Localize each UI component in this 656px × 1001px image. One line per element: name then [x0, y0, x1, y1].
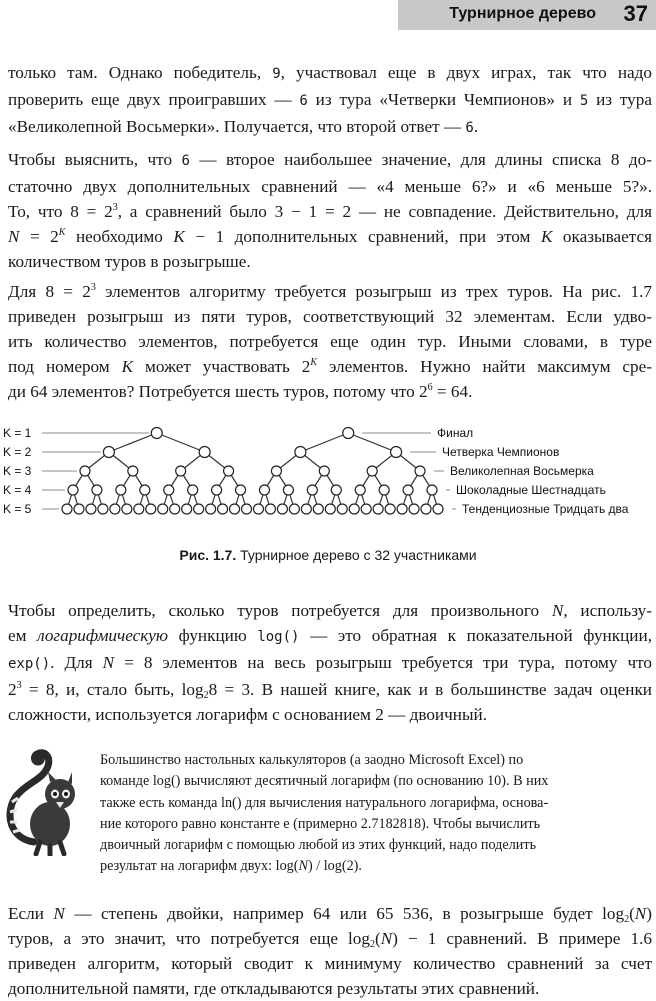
tournament-tree-diagram — [0, 420, 656, 535]
text-line: Чтобы определить, сколько туров потребуется для произвольного N, использу- — [8, 601, 652, 620]
text-line: дополнительной памяти, где откладываются результаты этих сравнений. — [8, 979, 540, 998]
tree-node — [224, 466, 234, 476]
tree-node — [86, 504, 96, 514]
paragraph-3 — [8, 279, 652, 404]
tree-node — [427, 485, 437, 495]
tree-node — [403, 485, 413, 495]
tree-node — [367, 466, 377, 476]
tree-node — [295, 447, 306, 458]
tree-edge — [109, 433, 157, 452]
text-line: ить количество элементов, потребуется еще один тур. Иными словами, в туре — [8, 332, 652, 351]
tree-node — [242, 504, 252, 514]
paragraph-4 — [8, 598, 652, 727]
text-line: $N = 2^K$ необходимо K − 1 дополнительных сравнений, при этом K оказывается — [8, 227, 652, 246]
tree-node — [421, 504, 431, 514]
note-line: Большинство настольных калькуляторов (а заодно Microsoft Excel) по — [100, 752, 524, 768]
note-line: результат на логарифм двух: log(N) / log(2). — [100, 858, 362, 875]
tree-node — [206, 504, 216, 514]
round-label: Четверка Чемпионов — [442, 445, 560, 459]
tree-node — [409, 504, 419, 514]
level-label: K = 2 — [3, 445, 32, 459]
paragraph-5 — [8, 901, 652, 1001]
round-label: Тенденциозные Тридцать два — [462, 502, 629, 516]
level-label: K = 3 — [3, 464, 32, 478]
tree-node — [379, 485, 389, 495]
tree-node — [277, 504, 287, 514]
level-label: K = 1 — [3, 426, 32, 440]
tree-node — [68, 485, 78, 495]
tree-node — [218, 504, 228, 514]
tree-node — [74, 504, 84, 514]
tree-node — [170, 504, 180, 514]
tree-node — [158, 504, 168, 514]
text-line: ем логарифмическую функцию log() — это обратная к показательной функции, — [8, 626, 652, 645]
text-line: сложности, используется логарифм с основанием 2 — двоичный. — [8, 705, 488, 724]
tree-node — [385, 504, 395, 514]
tree-node — [164, 485, 174, 495]
round-label: Великолепная Восьмерка — [450, 464, 594, 478]
tree-node — [182, 504, 192, 514]
tree-node — [259, 485, 269, 495]
note-line: также есть команда ln() для вычисления натурального логарифма, основа- — [100, 794, 549, 811]
tree-node — [397, 504, 407, 514]
page-number: 37 — [623, 1, 648, 26]
tree-node — [373, 504, 383, 514]
text-line: «Великолепной Восьмерки». Получается, что второй ответ — 6. — [8, 117, 479, 136]
tree-node — [103, 447, 114, 458]
round-label: Шоколадные Шестнадцать — [456, 483, 606, 497]
text-line: То, что $8 = 2^3$, а сравнений было 3 − 1 = 2 — не совпадение. Действительно, для — [8, 202, 653, 221]
text-line: под номером K может участвовать $2^K$ элементов. Нужно найти максимум сре- — [8, 357, 652, 376]
figure-caption: Рис. 1.7. Турнирное дерево с 32 участниками — [179, 547, 477, 563]
paragraph-2 — [8, 147, 652, 274]
tree-edge — [157, 433, 205, 452]
tree-node — [415, 466, 425, 476]
running-header — [0, 0, 656, 30]
text-line: $2^3 = 8$, и, стало быть, $\log_28 = 3$. В нашей книге, как и в большинстве задач оценки — [8, 680, 652, 701]
tree-node — [253, 504, 263, 514]
tree-node — [391, 447, 402, 458]
tree-node — [151, 428, 162, 439]
note-line: команде log() вычисляют десятичный логарифм (по основанию 10). В них — [100, 773, 549, 790]
tree-node — [325, 504, 335, 514]
text-line: проверить еще двух проигравших — 6 из тура «Четверки Чемпионов» и 5 из тура — [8, 90, 652, 109]
tree-node — [188, 485, 198, 495]
text-line: статочно двух дополнительных сравнений — «4 меньше 6?» и «6 меньше 5?». — [8, 177, 652, 196]
tree-node — [194, 504, 204, 514]
tree-node — [80, 466, 90, 476]
chapter-title: Турнирное дерево — [449, 5, 596, 22]
tree-edge — [348, 433, 396, 452]
text-line: количеством туров в розыгрыше. — [8, 252, 251, 271]
tree-node — [134, 504, 144, 514]
text-line: Если N — степень двойки, например 64 или 65 536, в розыгрыше будет $\log_2(N)$ — [8, 904, 652, 925]
tree-node — [301, 504, 311, 514]
tree-node — [289, 504, 299, 514]
text-line: только там. Однако победитель, 9, участвовал еще в двух играх, так что надо — [8, 63, 652, 82]
tree-node — [199, 447, 210, 458]
text-line: Для $8 = 2^3$ элементов алгоритму требуется розыгрыш из трех туров. На рис. 1.7 — [8, 282, 652, 301]
text-line: exp(). Для N = 8 элементов на весь розыгрыш требуется три тура, потому что — [8, 653, 653, 672]
tree-node — [98, 504, 108, 514]
note-line: ние которого равно константе e (примерно 2.7182818). Чтобы вычислить — [100, 815, 541, 832]
tree-node — [271, 466, 281, 476]
tree-node — [319, 466, 329, 476]
level-label: K = 4 — [3, 483, 32, 497]
text-line: приведен алгоритм, который сводит к минимуму количество сравнений за счет — [8, 954, 652, 973]
tree-node — [140, 485, 150, 495]
tree-node — [236, 485, 246, 495]
tree-node — [337, 504, 347, 514]
tree-node — [331, 485, 341, 495]
tree-node — [283, 485, 293, 495]
side-note — [100, 750, 652, 878]
tree-node — [230, 504, 240, 514]
tree-node — [212, 485, 222, 495]
tree-node — [128, 466, 138, 476]
tree-node — [146, 504, 156, 514]
text-line: ди 64 элементов? Потребуется шесть туров, потому что $2^6 = 64$. — [8, 382, 473, 401]
paragraph-1 — [8, 60, 652, 141]
lemur-icon — [4, 742, 80, 856]
tree-node — [313, 504, 323, 514]
tree-node — [433, 504, 443, 514]
text-line: приведен розыгрыш из пяти туров, соответствующий 32 элементам. Если удво- — [8, 307, 652, 326]
note-line: двоичный логарифм с помощью любой из этих функций, надо поделить — [100, 837, 537, 854]
tree-node — [116, 485, 126, 495]
tree-node — [343, 428, 354, 439]
text-line: Чтобы выяснить, что 6 — второе наибольшее значение, для длины списка 8 до- — [8, 150, 652, 169]
tree-node — [265, 504, 275, 514]
tree-node — [349, 504, 359, 514]
tree-edge — [300, 433, 348, 452]
tree-node — [176, 466, 186, 476]
tree-node — [110, 504, 120, 514]
tree-node — [355, 485, 365, 495]
tree-node — [122, 504, 132, 514]
tree-node — [92, 485, 102, 495]
tree-node — [361, 504, 371, 514]
tree-node — [62, 504, 72, 514]
round-label: Финал — [437, 426, 474, 440]
text-line: туров, а это значит, что потребуется еще $\log_2(N) - 1$ сравнений. В примере 1.6 — [8, 929, 652, 950]
level-label: K = 5 — [3, 502, 32, 516]
tree-node — [307, 485, 317, 495]
